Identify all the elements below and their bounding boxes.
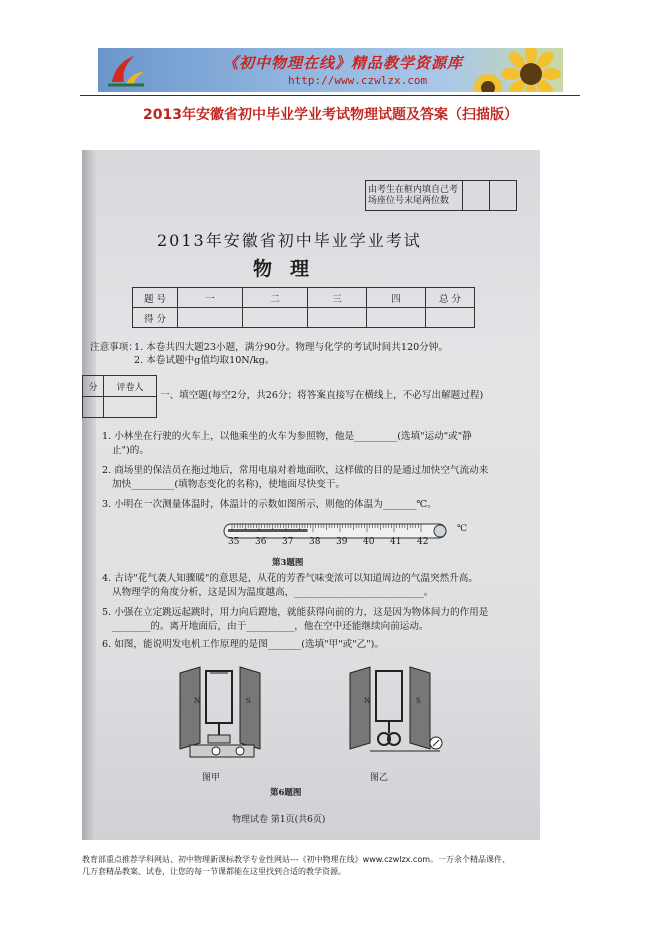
question-5: 5. 小强在立定跳远起跳时，用力向后蹬地，就能获得向前的力，这是因为物体间力的作用是 [102,607,489,618]
seat-number-box [365,180,517,211]
question-1: 1. 小林坐在行驶的火车上，以他乘坐的火车为参照物，他是_________(选填"运动"或"静 [102,431,472,442]
svg-text:S: S [416,697,421,705]
score-header: 四 [367,288,426,308]
site-banner [98,48,563,92]
tick-label: 36 [255,537,267,547]
exam-page-footer: 物理试卷 第1页(共6页) [232,815,326,825]
seat-digit-cell [463,181,490,211]
tick-label: 40 [363,537,375,547]
score-header: 题 号 [133,288,178,308]
question-4-cont: 从物理学的角度分析，这是因为温度越高，___________________________。 [112,587,434,598]
subject-title: 物理 [253,258,328,280]
question-2-cont: 加快_________(填物态变化的名称)，使地面尽快变干。 [112,479,345,490]
grader-name-header: 评卷人 [104,376,157,397]
score-header: 总 分 [426,288,475,308]
header-rule [80,95,580,96]
score-cell [426,308,475,328]
grader-table [82,375,157,418]
score-cell [308,308,367,328]
seat-digit-cell [490,181,517,211]
figure-6-caption: 第6题图 [270,788,302,798]
motor-figure-yi [330,663,450,768]
page-title: 2013年安徽省初中毕业学业考试物理试题及答案（扫描版） [143,107,518,123]
question-3: 3. 小明在一次测量体温时，体温计的示数如图所示，则他的体温为_______℃。 [102,499,437,510]
notes-label: 注意事项： [90,342,138,353]
question-1-cont: 止")的。 [112,445,149,456]
footer-note [82,854,510,878]
note-item: 2. 本卷试题中g值均取10N/kg。 [134,355,275,366]
figure-yi-label: 图乙 [370,773,389,783]
banner-title: 《初中物理在线》精品教学资源库 [223,54,464,72]
question-4: 4. 古诗"花气袭人知骤暖"的意思是，从花的芳香气味变浓可以知道周边的气温突然升高。 [102,573,478,584]
svg-text:N: N [194,697,201,705]
scan-edge-shadow [82,150,96,840]
figure-3-caption: 第3题图 [272,558,304,568]
svg-text:S: S [246,697,251,705]
exam-title: 2013年安徽省初中毕业学业考试 [157,231,422,250]
generator-figure-jia [160,663,280,768]
sunflower-icon [501,48,561,92]
grader-cell [83,397,104,418]
score-cell [243,308,308,328]
score-table [132,287,475,328]
tick-label: 37 [282,537,294,547]
score-header: 二 [243,288,308,308]
svg-text:N: N [364,697,371,705]
tick-label: 39 [336,537,348,547]
score-row-label: 得 分 [133,308,178,328]
thermometer-unit: ℃ [457,524,468,534]
thermometer-tick-labels [222,537,452,547]
banner-url[interactable]: http://www.czwlzx.com [288,74,428,87]
mercury-column [228,529,308,532]
figure-jia-label: 图甲 [202,773,221,783]
footer-note-line: 几万套精品教案、试卷，让您的每一节课都能在这里找到合适的教学资源。 [82,867,346,876]
seat-box-label: 由考生在框内填自己考场座位号末尾两位数 [366,181,463,211]
tick-label: 41 [390,537,402,547]
tick-label: 38 [309,537,321,547]
site-logo-icon [104,52,148,88]
score-cell [367,308,426,328]
question-2: 2. 商场里的保洁员在拖过地后，常用电扇对着地面吹，这样做的目的是通过加快空气流动来 [102,465,489,476]
grader-score-header: 分 [83,376,104,397]
tick-label: 42 [417,537,429,547]
score-header: 三 [308,288,367,308]
note-item: 1. 本卷共四大题23小题，满分90分。物理与化学的考试时间共120分钟。 [134,342,448,353]
grader-cell [104,397,157,418]
footer-note-line: 教育部重点推荐学科网站、初中物理新课标教学专业性网站---《初中物理在线》www.czwlzx.com。一万余个精品课件、 [82,855,511,864]
scanned-exam-page [82,150,540,840]
section-heading: 一、填空题(每空2分，共26分；将答案直接写在横线上，不必写出解题过程) [160,390,484,401]
tick-label: 35 [228,537,240,547]
question-5-cont: ________的。离开地面后，由于__________，他在空中还能继续向前运动。 [112,621,429,632]
score-header: 一 [178,288,243,308]
question-6: 6. 如图，能说明发电机工作原理的是图_______(选填"甲"或"乙")。 [102,639,384,650]
score-cell [178,308,243,328]
